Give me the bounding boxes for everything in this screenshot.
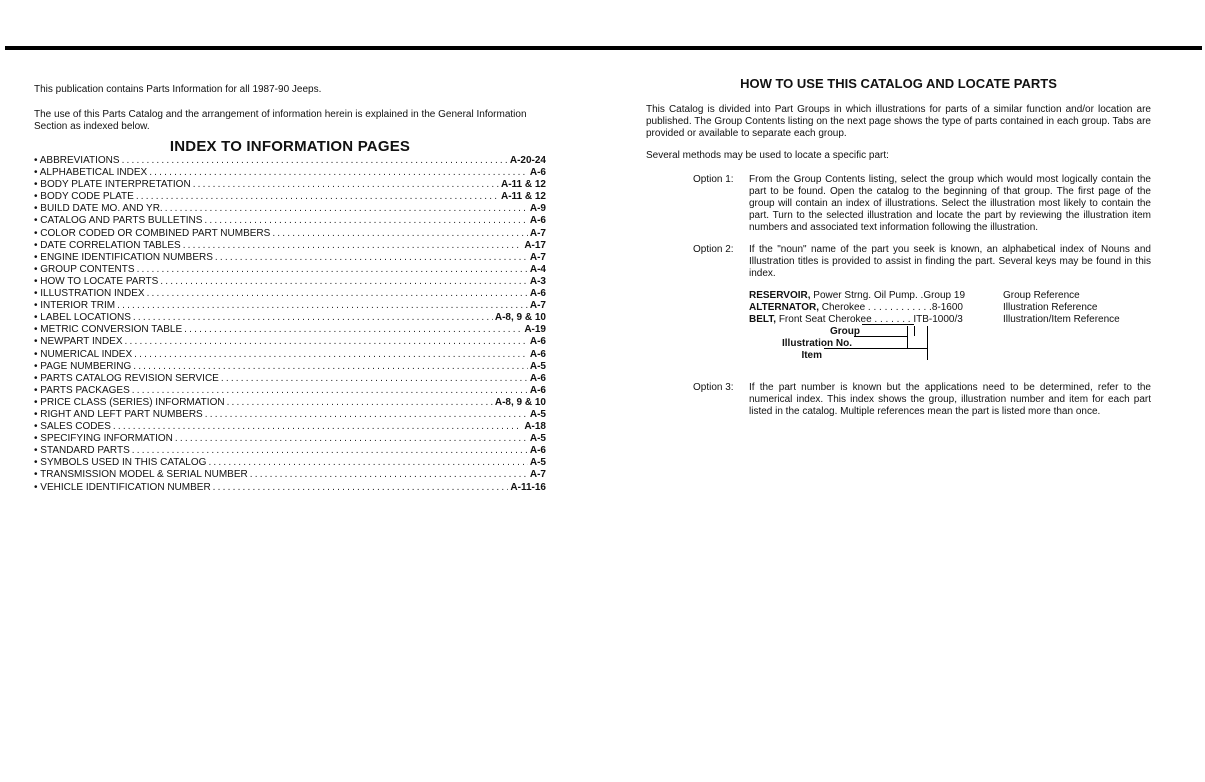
index-entry-page: A-6 xyxy=(529,288,546,300)
index-entry-page: A-11 & 12 xyxy=(500,179,546,191)
index-entry-page: A-6 xyxy=(529,348,546,360)
how-to-intro: This Catalog is divided into Part Groups in which illustrations for parts of a similar function and/or location are published. The Group Contents listing on the next page shows the type of parts contained in each group. Tabs are provided or available to separate each group. xyxy=(646,104,1151,139)
index-entry xyxy=(34,482,546,494)
leader-dots xyxy=(136,191,499,203)
methods-line: Several methods may be used to locate a specific part: xyxy=(646,150,889,161)
leader-dots xyxy=(132,385,528,397)
leader-dots xyxy=(125,336,528,348)
index-entry-label: • PARTS PACKAGES xyxy=(34,385,130,397)
index-entry-label: • INTERIOR TRIM xyxy=(34,300,115,312)
leader-dots xyxy=(250,469,528,481)
index-entry-page: A-6 xyxy=(529,445,546,457)
example-row xyxy=(749,314,1149,326)
index-entry-label: • ILLUSTRATION INDEX xyxy=(34,288,145,300)
index-entry-label: • BODY PLATE INTERPRETATION xyxy=(34,179,191,191)
index-entry-label: • ABBREVIATIONS xyxy=(34,155,120,167)
top-rule xyxy=(5,46,1202,50)
example-detail: Power Strng. Oil Pump. .Group 19 xyxy=(810,290,966,301)
leader-dots xyxy=(272,228,528,240)
example-noun: BELT, xyxy=(749,314,777,325)
option-2-text: If the "noun" name of the part you seek is known, an alphabetical index of Nouns and Illustration titles is provided to assist in finding the part. Several keys may be found in this index. xyxy=(749,244,1151,279)
index-entry-label: • DATE CORRELATION TABLES xyxy=(34,240,181,252)
leader-dots xyxy=(193,179,499,191)
key-illustration-tick xyxy=(907,326,908,348)
index-entry-page: A-7 xyxy=(529,469,546,481)
leader-dots xyxy=(113,421,522,433)
leader-dots xyxy=(165,203,528,215)
intro-line-2: The use of this Parts Catalog and the arrangement of information herein is explained in the General Information Section as indexed below. xyxy=(34,109,527,132)
index-entry-page: A-7 xyxy=(529,300,546,312)
index-entry xyxy=(34,215,546,227)
leader-dots xyxy=(149,167,528,179)
index-entry-page: A-7 xyxy=(529,227,546,239)
index-entry xyxy=(34,457,546,469)
index-entry-label: • NEWPART INDEX xyxy=(34,336,123,348)
index-entry-label: • BODY CODE PLATE xyxy=(34,191,134,203)
leader-dots xyxy=(137,264,528,276)
leader-dots xyxy=(134,349,528,361)
index-entry-page: A-5 xyxy=(529,360,546,372)
intro-line-1: This publication contains Parts Information for all 1987-90 Jeeps. xyxy=(34,84,322,95)
leader-dots xyxy=(175,433,528,445)
index-entry-label: • PARTS CATALOG REVISION SERVICE xyxy=(34,373,219,385)
index-entry-label: • LABEL LOCATIONS xyxy=(34,312,131,324)
key-group-leader xyxy=(862,324,914,325)
index-entry xyxy=(34,361,546,373)
index-entry-label: • VEHICLE IDENTIFICATION NUMBER xyxy=(34,482,211,494)
leader-dots xyxy=(205,409,528,421)
key-illustration-leader xyxy=(854,336,907,337)
leader-dots xyxy=(132,445,528,457)
leader-dots xyxy=(184,324,522,336)
index-entry-label: • RIGHT AND LEFT PART NUMBERS xyxy=(34,409,203,421)
index-entry-label: • PRICE CLASS (SERIES) INFORMATION xyxy=(34,397,225,409)
index-entry xyxy=(34,264,546,276)
index-entry xyxy=(34,349,546,361)
index-entry-label: • HOW TO LOCATE PARTS xyxy=(34,276,158,288)
leader-dots xyxy=(215,252,528,264)
leader-dots xyxy=(117,300,528,312)
example-noun: RESERVOIR, xyxy=(749,290,811,301)
index-entry xyxy=(34,228,546,240)
leader-dots xyxy=(122,155,508,167)
option-2-label: Option 2: xyxy=(693,244,734,255)
index-entry-label: • NUMERICAL INDEX xyxy=(34,349,132,361)
example-noun: ALTERNATOR, xyxy=(749,302,819,313)
index-entry-label: • ALPHABETICAL INDEX xyxy=(34,167,147,179)
index-entry-page: A-5 xyxy=(529,433,546,445)
example-row xyxy=(749,302,1149,314)
key-item-tick xyxy=(927,326,928,360)
leader-dots xyxy=(183,240,523,252)
index-title: INDEX TO INFORMATION PAGES xyxy=(169,138,411,155)
index-entry-page: A-6 xyxy=(529,215,546,227)
example-reference: Illustration Reference xyxy=(1003,302,1098,313)
index-entry xyxy=(34,240,546,252)
option-3 xyxy=(646,382,1151,418)
index-entry xyxy=(34,324,546,336)
reference-example xyxy=(749,290,1149,366)
index-entry xyxy=(34,409,546,421)
example-reference: Group Reference xyxy=(1003,290,1080,301)
index-entry xyxy=(34,179,546,191)
index-entry xyxy=(34,155,546,167)
option-1-text: From the Group Contents listing, select the group which would most logically contain the part to be found. Open the catalog to the beginning of that group. The first page of the group will contain an index of illustrations. Select the illustration most likely to contain the part. Turn to the selected illustration and locate the part by reviewing the illustration item numbers and associated text information following the illustration. xyxy=(749,174,1151,233)
index-entry-label: • GROUP CONTENTS xyxy=(34,264,135,276)
example-detail: Cherokee . . . . . . . . . . . .8-1600 xyxy=(819,302,963,313)
example-row xyxy=(749,290,1149,302)
index-entry-label: • COLOR CODED OR COMBINED PART NUMBERS xyxy=(34,228,270,240)
index-entry xyxy=(34,191,546,203)
index-entry xyxy=(34,397,546,409)
right-page xyxy=(646,76,1151,428)
leader-dots xyxy=(221,373,528,385)
index-entry xyxy=(34,312,546,324)
index-entry xyxy=(34,445,546,457)
index-entry-page: A-17 xyxy=(524,239,546,251)
index-entry-page: A-5 xyxy=(529,408,546,420)
leader-dots xyxy=(160,276,528,288)
index-entry xyxy=(34,421,546,433)
index-entry-page: A-7 xyxy=(529,251,546,263)
leader-dots xyxy=(204,215,528,227)
index-entry xyxy=(34,288,546,300)
key-group-tick xyxy=(914,326,915,336)
index-entry xyxy=(34,373,546,385)
example-detail: Front Seat Cherokee . . . . . . . ITB-1000/3 xyxy=(776,314,963,325)
index-entry xyxy=(34,167,546,179)
index-entry-page: A-3 xyxy=(529,275,546,287)
index-entry-label: • BUILD DATE MO. AND YR. xyxy=(34,203,163,215)
key-group-label: Group xyxy=(830,326,860,337)
option-2 xyxy=(646,244,1151,280)
index-entry-page: A-4 xyxy=(529,263,546,275)
index-entry-page: A-8, 9 & 10 xyxy=(494,396,546,408)
leader-dots xyxy=(208,457,527,469)
index-entry xyxy=(34,252,546,264)
index-entry-page: A-20-24 xyxy=(509,155,546,166)
index-entry xyxy=(34,433,546,445)
index-entry-page: A-6 xyxy=(529,336,546,348)
index-entry-page: A-19 xyxy=(524,324,546,336)
index-entry-page: A-6 xyxy=(529,167,546,179)
index-entry-page: A-8, 9 & 10 xyxy=(494,312,546,324)
index-entry-label: • ENGINE IDENTIFICATION NUMBERS xyxy=(34,252,213,264)
leader-dots xyxy=(133,361,528,373)
index-entry xyxy=(34,300,546,312)
index-entry xyxy=(34,336,546,348)
leader-dots xyxy=(133,312,493,324)
option-3-text: If the part number is known but the applications need to be determined, refer to the numerical index. This index shows the group, illustration number and item for each part listed in the catalog. Multiple references mean the part is listed more than once. xyxy=(749,382,1151,417)
index-entry-page: A-9 xyxy=(529,203,546,215)
index-list xyxy=(34,155,546,494)
index-entry-label: • SALES CODES xyxy=(34,421,111,433)
index-entry-label: • TRANSMISSION MODEL & SERIAL NUMBER xyxy=(34,469,248,481)
index-entry-page: A-6 xyxy=(529,372,546,384)
leader-dots xyxy=(213,482,509,494)
key-item-leader xyxy=(824,348,927,349)
index-entry-label: • CATALOG AND PARTS BULLETINS xyxy=(34,215,202,227)
index-entry-page: A-5 xyxy=(529,457,546,469)
index-entry-label: • STANDARD PARTS xyxy=(34,445,130,457)
index-entry xyxy=(34,469,546,481)
option-1-label: Option 1: xyxy=(693,174,734,185)
index-entry-page: A-11-16 xyxy=(510,481,546,493)
option-1 xyxy=(646,174,1151,234)
example-reference: Illustration/Item Reference xyxy=(1003,314,1120,325)
index-entry-label: • METRIC CONVERSION TABLE xyxy=(34,324,182,336)
index-entry-label: • PAGE NUMBERING xyxy=(34,361,131,373)
how-to-title: HOW TO USE THIS CATALOG AND LOCATE PARTS xyxy=(740,76,1057,91)
index-entry-label: • SPECIFYING INFORMATION xyxy=(34,433,173,445)
left-page xyxy=(34,84,546,494)
index-entry-page: A-11 & 12 xyxy=(500,191,546,203)
leader-dots xyxy=(227,397,493,409)
leader-dots xyxy=(147,288,528,300)
option-3-label: Option 3: xyxy=(693,382,734,393)
index-entry-page: A-6 xyxy=(529,384,546,396)
index-entry xyxy=(34,203,546,215)
index-entry-page: A-18 xyxy=(524,421,546,433)
index-entry xyxy=(34,385,546,397)
index-entry xyxy=(34,276,546,288)
key-illustration-label: Illustration No. xyxy=(782,338,852,349)
index-entry-label: • SYMBOLS USED IN THIS CATALOG xyxy=(34,457,206,469)
key-item-label: Item xyxy=(801,350,822,361)
